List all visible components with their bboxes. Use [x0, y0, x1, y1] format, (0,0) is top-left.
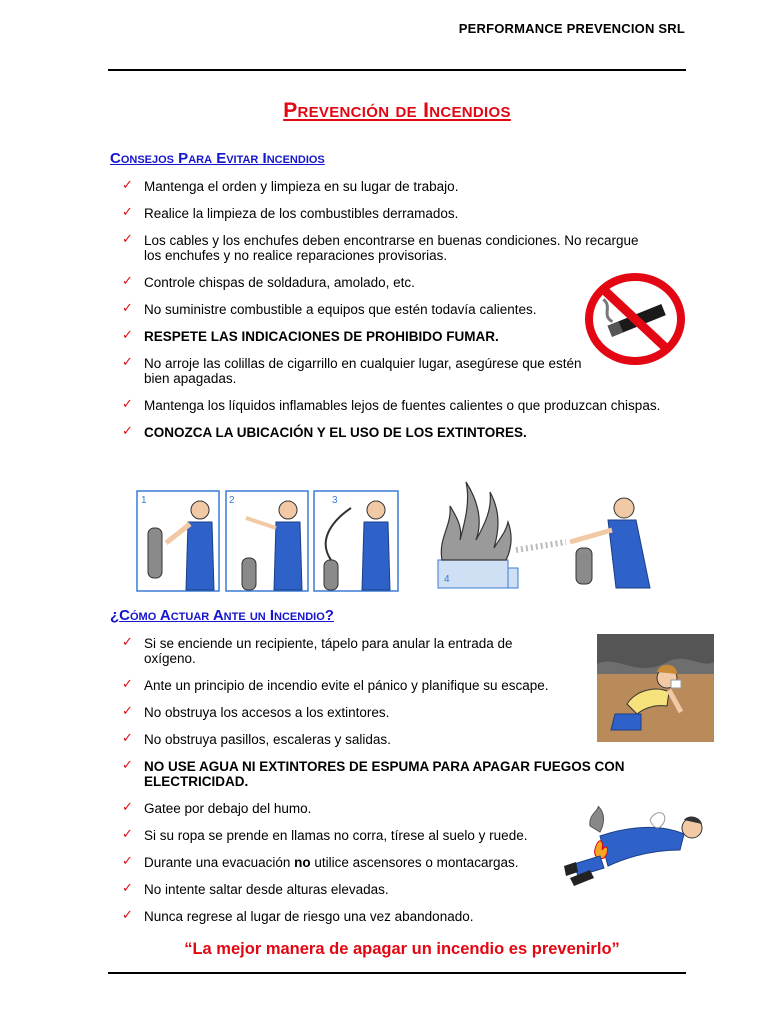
footer-divider [108, 972, 686, 974]
checkmark-icon: ✓ [122, 854, 133, 869]
list-item: ✓ Si su ropa se prende en llamas no corra, tírese al suelo y ruede. [122, 827, 528, 843]
checkmark-icon: ✓ [122, 301, 133, 316]
section-heading-consejos: Consejos Para Evitar Incendios [110, 150, 325, 167]
list-item: ✓ CONOZCA LA UBICACIÓN Y EL USO DE LOS EXTINTORES. [122, 424, 527, 440]
list-item: ✓ Ante un principio de incendio evite el pánico y planifique su escape. [122, 677, 549, 693]
step-number: 3 [332, 495, 338, 506]
checkmark-icon: ✓ [122, 677, 133, 692]
consejos-list [122, 178, 661, 440]
checkmark-icon: ✓ [122, 908, 133, 923]
list-item: ✓ Controle chispas de soldadura, amolado, etc. [122, 274, 415, 290]
page-title: Prevención de Incendios [283, 99, 511, 122]
list-item: ✓ NO USE AGUA NI EXTINTORES DE ESPUMA PARA APAGAR FUEGOS CON ELECTRICIDAD. [122, 758, 625, 789]
extinguisher-step-3 [314, 491, 398, 591]
list-item: ✓ Mantenga el orden y limpieza en su lugar de trabajo. [122, 178, 459, 194]
crawling-under-smoke-illustration [597, 634, 714, 742]
list-item: ✓ No obstruya los accesos a los extintores. [122, 704, 390, 720]
extinguisher-spraying-fire-illustration [436, 478, 660, 592]
list-item: ✓ No arroje las colillas de cigarrillo en cualquier lugar, asegúrese que estén bien apagadas. [122, 355, 582, 386]
checkmark-icon: ✓ [122, 424, 133, 439]
list-item: ✓ Realice la limpieza de los combustibles derramados. [122, 205, 459, 221]
list-item: ✓ No suministre combustible a equipos que estén todavía calientes. [122, 301, 537, 317]
extinguisher-step-2 [226, 491, 308, 591]
list-item: ✓ Nunca regrese al lugar de riesgo una vez abandonado. [122, 908, 474, 924]
checkmark-icon: ✓ [122, 205, 133, 220]
list-item: ✓ Si se enciende un recipiente, tápelo para anular la entrada de oxígeno. [122, 635, 513, 666]
company-name: PERFORMANCE PREVENCION SRL [458, 21, 685, 36]
checkmark-icon: ✓ [122, 731, 133, 746]
no-smoking-icon [585, 273, 685, 365]
list-item: ✓ No intente saltar desde alturas elevadas. [122, 881, 389, 897]
list-item: ✓ Los cables y los enchufes deben encontrarse en buenas condiciones. No recargue los enchufes y no realice reparaciones provisorias. [122, 232, 639, 263]
list-item: ✓ Gatee por debajo del humo. [122, 800, 312, 816]
extinguisher-step-1 [137, 491, 219, 591]
step-number: 2 [229, 495, 235, 506]
checkmark-icon: ✓ [122, 274, 133, 289]
checkmark-icon: ✓ [122, 355, 133, 370]
header-divider [108, 69, 686, 71]
checkmark-icon: ✓ [122, 232, 133, 247]
checkmark-icon: ✓ [122, 758, 133, 773]
list-item: ✓ RESPETE LAS INDICACIONES DE PROHIBIDO FUMAR. [122, 328, 499, 344]
step-number: 1 [141, 495, 147, 506]
section-heading-como-actuar: ¿Cómo Actuar Ante un Incendio? [110, 607, 334, 624]
checkmark-icon: ✓ [122, 397, 133, 412]
checkmark-icon: ✓ [122, 635, 133, 650]
stop-drop-roll-illustration [560, 806, 710, 892]
closing-quote: “La mejor manera de apagar un incendio es prevenirlo” [184, 940, 620, 958]
list-item: ✓ No obstruya pasillos, escaleras y salidas. [122, 731, 391, 747]
list-item: ✓ Mantenga los líquidos inflamables lejos de fuentes calientes o que produzcan chispas. [122, 397, 661, 413]
list-item: ✓ Durante una evacuación no utilice ascensores o montacargas. [122, 854, 519, 870]
checkmark-icon: ✓ [122, 328, 133, 343]
checkmark-icon: ✓ [122, 800, 133, 815]
extinguisher-steps-illustration [136, 488, 400, 593]
step-number: 4 [444, 574, 450, 585]
checkmark-icon: ✓ [122, 881, 133, 896]
checkmark-icon: ✓ [122, 827, 133, 842]
checkmark-icon: ✓ [122, 178, 133, 193]
checkmark-icon: ✓ [122, 704, 133, 719]
